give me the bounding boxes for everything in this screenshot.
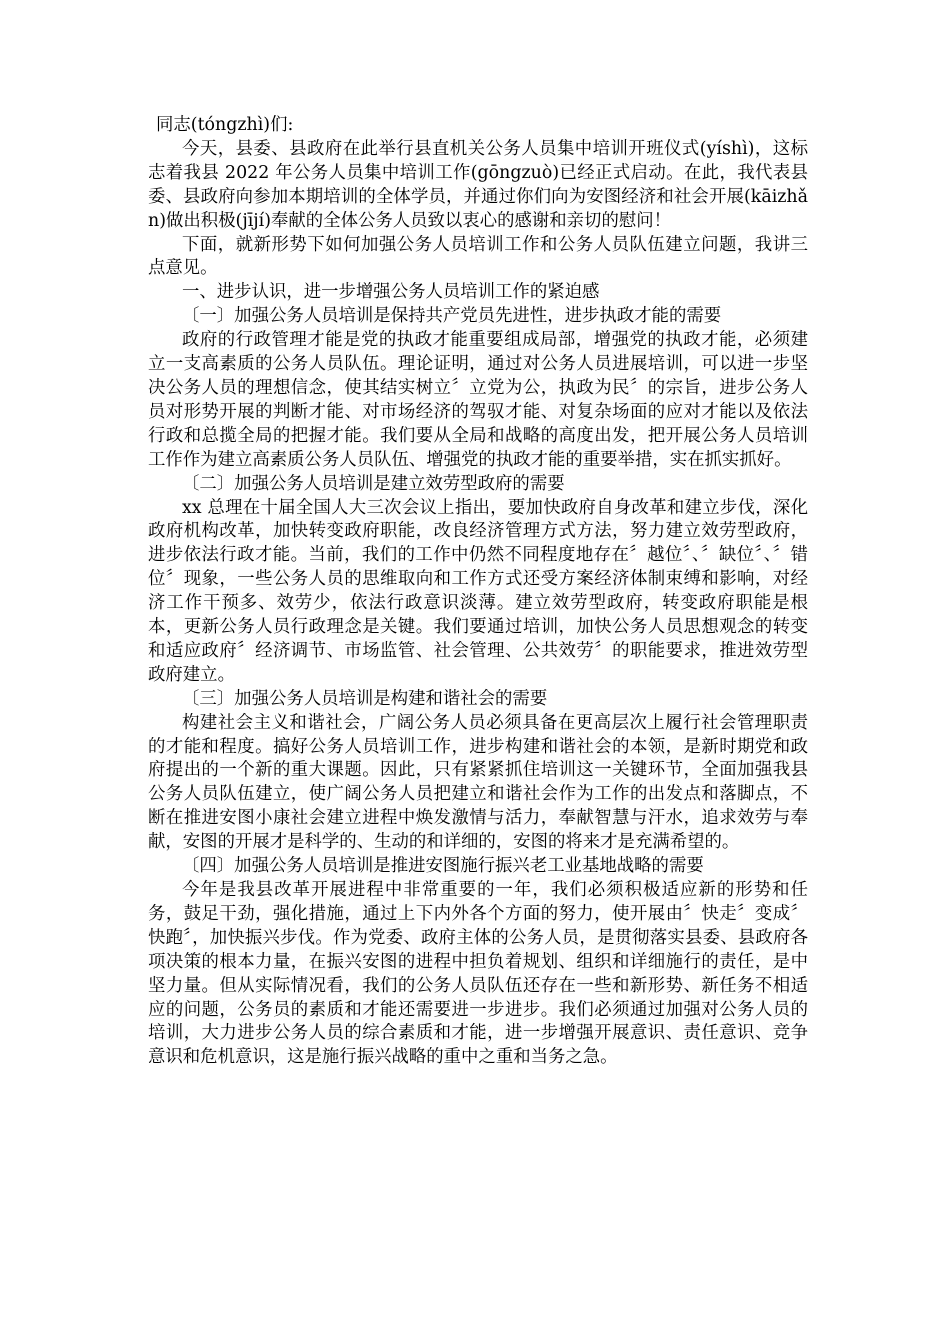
salutation: 同志(tóngzhì)们: [156, 115, 294, 135]
intro-paragraph: 下面，就新形势下如何加强公务人员培训工作和公务人员队伍建立问题，我讲三点意见。 [148, 234, 808, 279]
subsection-heading-3: 〔三〕加强公务人员培训是构建和谐社会的需要 [182, 688, 548, 709]
subsection-heading-2: 〔二〕加强公务人员培训是建立效劳型政府的需要 [182, 473, 565, 494]
subsection-body-1: 政府的行政管理才能是党的执政才能重要组成局部，增强党的执政才能，必须建立一支高素质的公务人员队伍。理论证明，通过对公务人员进展培训，可以进一步坚决公务人员的理想信念，使其结实树立〞立党为公，执政为民〞的宗旨，进步公务人员对形势开展的判断才能、对市场经济的驾驭才能、对复杂场面的应对才能以及依法行政和总揽全局的把握才能。我们要从全局和战略的高度出发，把开展公务人员培训工作作为建立高素质公务人员队伍、增强党的执政才能的重要举措，实在抓实抓好。 [148, 330, 808, 470]
document-page [148, 114, 808, 1070]
opening-paragraph: 今天，县委、县政府在此举行县直机关公务人员集中培训开班仪式(yíshì)，这标志着我县 2022 年公务人员集中培训工作(gōngzuò)已经正式启动。在此，我代表县委、县政府向参加本期培训的全体学员，并通过你们向为安图经济和社会开展(kāizhǎn)做出积极(jījí)奉献的全体公务人员致以衷心的感谢和亲切的慰问！ [148, 138, 808, 231]
subsection-body-3: 构建社会主义和谐社会，广阔公务人员必须具备在更高层次上履行社会管理职责的才能和程度。搞好公务人员培训工作，进步构建和谐社会的本领，是新时期党和政府提出的一个新的重大课题。因此，只有紧紧抓住培训这一关键环节，全面加强我县公务人员队伍建立，使广阔公务人员把建立和谐社会作为工作的出发点和落脚点，不断在推进安图小康社会建立进程中焕发激情与活力，奉献智慧与汗水，追求效劳与奉献，安图的开展才是科学的、生动的和详细的，安图的将来才是充满希望的。 [148, 712, 808, 853]
section-heading: 一、进步认识，进一步增强公务人员培训工作的紧迫感 [182, 282, 600, 303]
subsection-heading-1: 〔一〕加强公务人员培训是保持共产党员先进性，进步执政才能的需要 [182, 306, 722, 327]
subsection-heading-4: 〔四〕加强公务人员培训是推进安图施行振兴老工业基地战略的需要 [182, 856, 704, 877]
subsection-body-2: xx 总理在十届全国人大三次会议上指出，要加快政府自身改革和建立步伐，深化政府机构改革，加快转变政府职能，改良经济管理方式方法，努力建立效劳型政府，进步依法行政才能。当前，我们的工作中仍然不同程度地存在〞越位〞、〞缺位〞、〞错位〞现象，一些公务人员的思维取向和工作方式还受方案经济体制束缚和影响，对经济工作干预多、效劳少，依法行政意识淡薄。建立效劳型政府，转变政府职能是根本，更新公务人员行政理念是关键。我们要通过培训，加快公务人员思想观念的转变和适应政府〞经济调节、市场监管、社会管理、公共效劳〞的职能要求，推进效劳型政府建立。 [148, 497, 808, 685]
subsection-body-4: 今年是我县改革开展进程中非常重要的一年，我们必须积极适应新的形势和任务，鼓足干劲，强化措施，通过上下内外各个方面的努力，使开展由〞快走〞变成〞快跑〞，加快振兴步伐。作为党委、政府主体的公务人员，是贯彻落实县委、县政府各项决策的根本力量，在振兴安图的进程中担负着规划、组织和详细施行的责任，是中坚力量。但从实际情况看，我们的公务人员队伍还存在一些和新形势、新任务不相适应的问题，公务员的素质和才能还需要进一步进步。我们必须通过加强对公务人员的培训，大力进步公务人员的综合素质和才能，进一步增强开展意识、责任意识、竞争意识和危机意识，这是施行振兴战略的重中之重和当务之急。 [148, 880, 808, 1068]
